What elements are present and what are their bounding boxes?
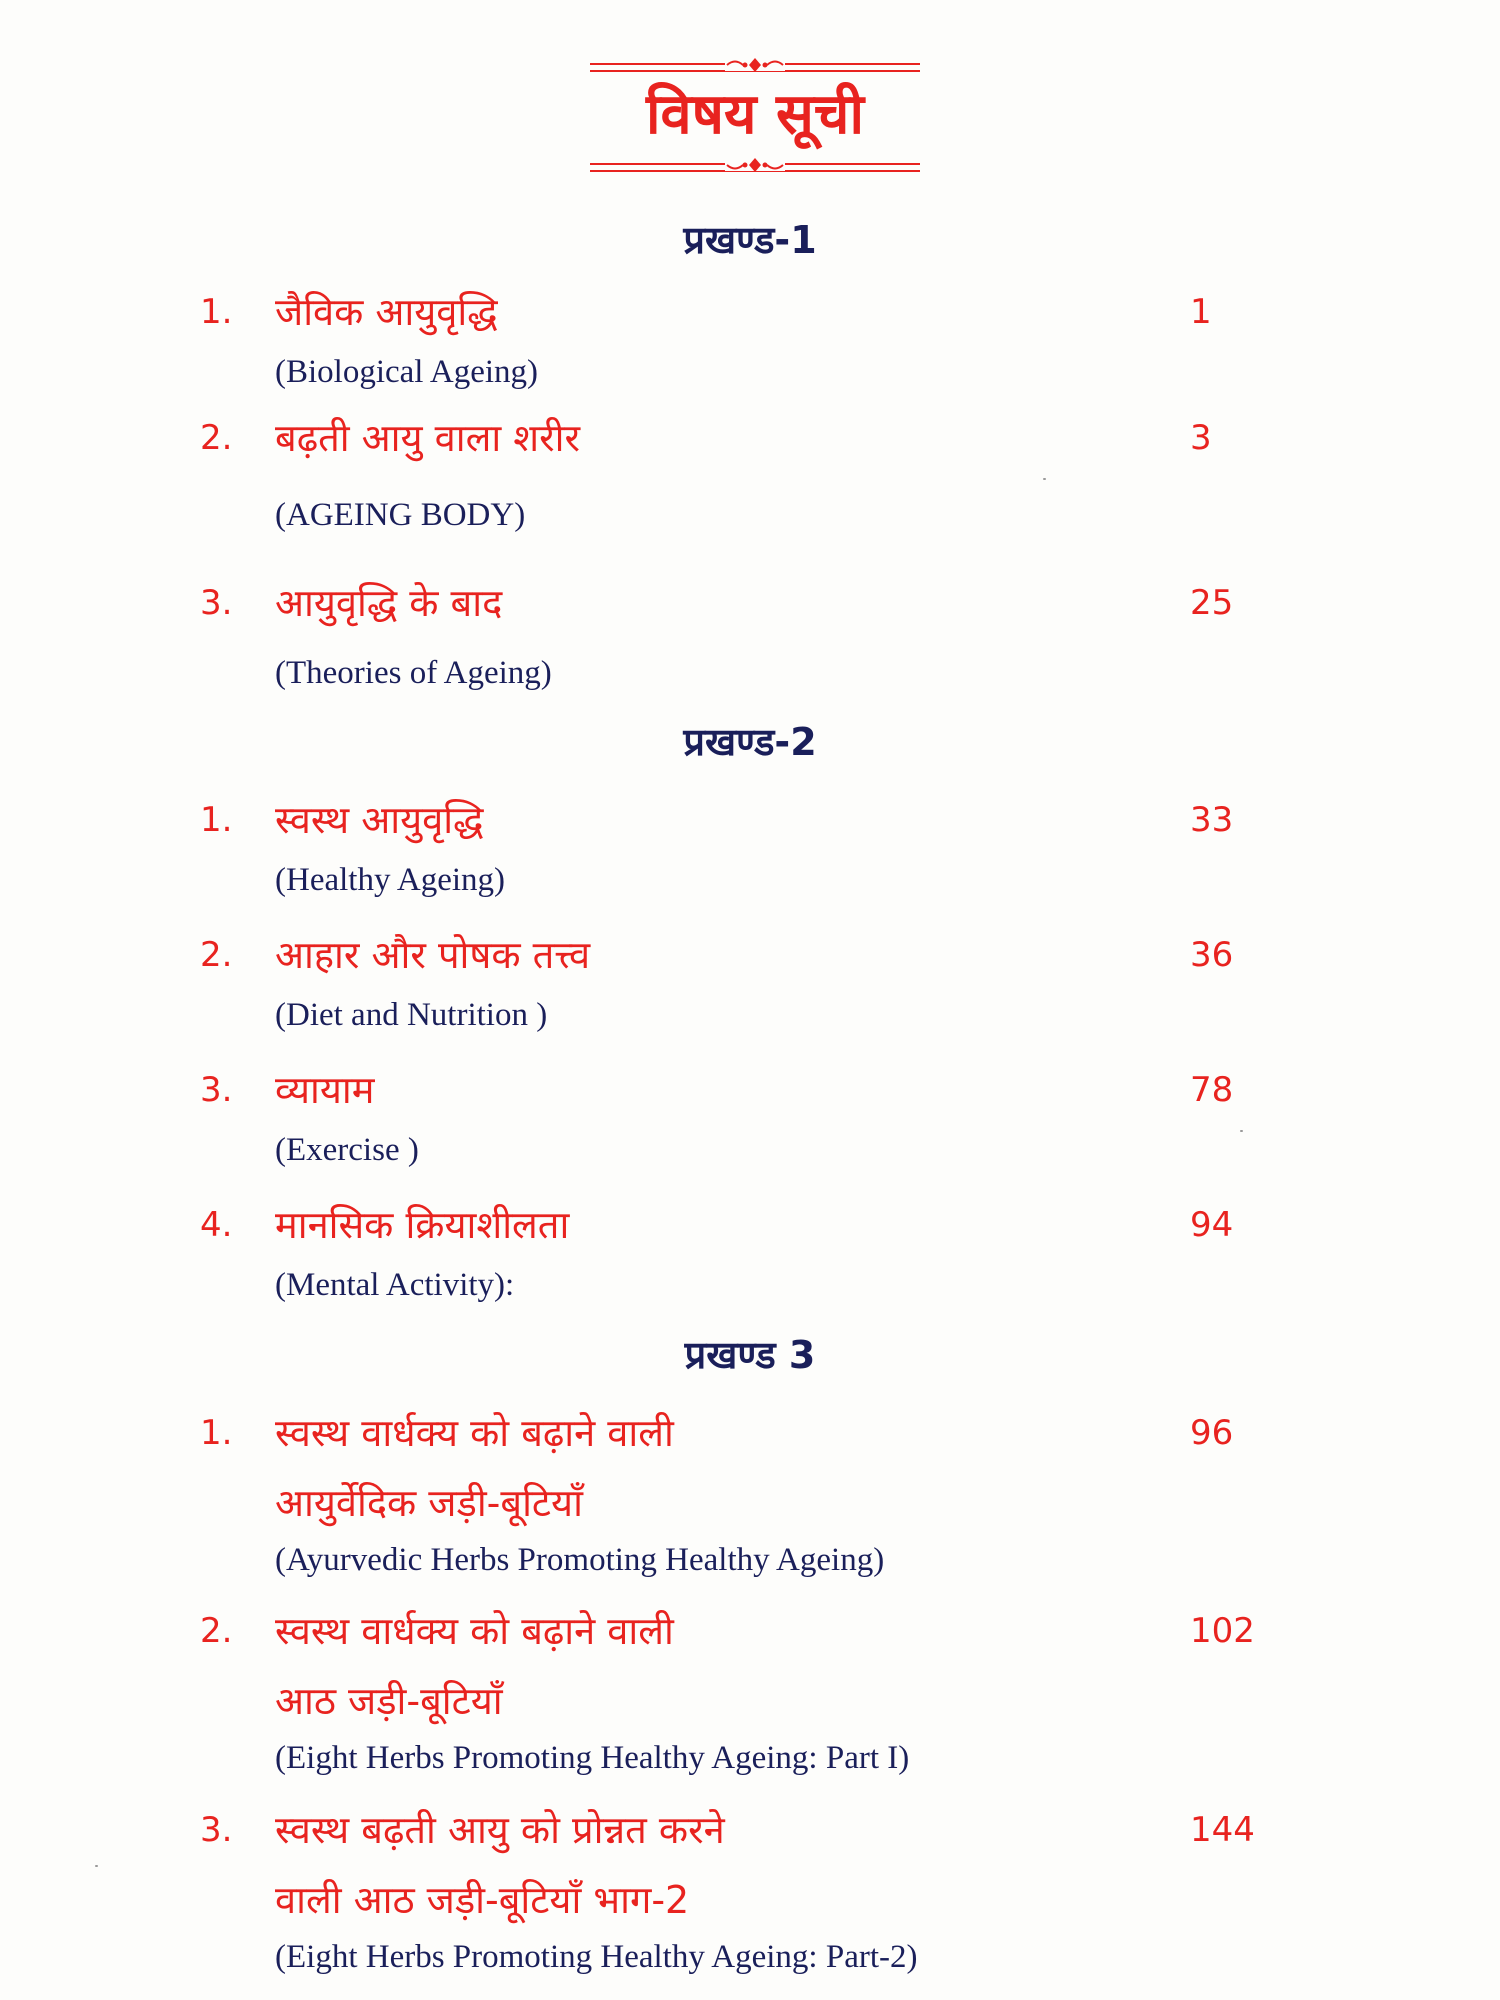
toc-entry bbox=[200, 408, 1320, 538]
section-heading: प्रखण्ड-2 bbox=[683, 720, 817, 764]
entry-page-number: 94 bbox=[1190, 1205, 1234, 1245]
entry-english-title: (Theories of Ageing) bbox=[275, 655, 552, 691]
entry-hindi-title: जैविक आयुवृद्धि bbox=[275, 290, 498, 334]
toc-entry bbox=[200, 925, 1320, 1035]
entry-hindi-title-line-1: स्वस्थ वार्धक्य को बढ़ाने वाली bbox=[275, 1609, 674, 1653]
entry-page-number: 33 bbox=[1190, 800, 1234, 840]
entry-hindi-title: स्वस्थ आयुवृद्धि bbox=[275, 798, 484, 842]
toc-entry bbox=[200, 790, 1320, 900]
entry-hindi-title-line-1: स्वस्थ बढ़ती आयु को प्रोन्नत करने bbox=[275, 1808, 725, 1852]
entry-page-number: 36 bbox=[1190, 935, 1234, 975]
entry-number: 1. bbox=[200, 800, 233, 840]
scan-speck bbox=[1240, 1130, 1243, 1132]
entry-english-title: (Eight Herbs Promoting Healthy Ageing: Part I) bbox=[275, 1740, 910, 1776]
toc-entry bbox=[200, 1601, 1320, 1781]
entry-number: 2. bbox=[200, 935, 233, 975]
entry-number: 2. bbox=[200, 1611, 233, 1651]
entry-page-number: 3 bbox=[1190, 418, 1212, 458]
entry-english-title: (Ayurvedic Herbs Promoting Healthy Ageing) bbox=[275, 1542, 885, 1578]
section-heading: प्रखण्ड 3 bbox=[684, 1333, 816, 1377]
toc-entry bbox=[200, 1800, 1320, 1980]
entry-hindi-title-line-2: वाली आठ जड़ी-बूटियाँ भाग-2 bbox=[275, 1878, 690, 1922]
toc-entry bbox=[200, 1060, 1320, 1170]
toc-entry bbox=[200, 1403, 1320, 1583]
entry-hindi-title-line-2: आठ जड़ी-बूटियाँ bbox=[275, 1679, 503, 1723]
entry-english-title: (Exercise ) bbox=[275, 1132, 419, 1168]
entry-english-title: (AGEING BODY) bbox=[275, 497, 526, 533]
entry-hindi-title-line-2: आयुर्वेदिक जड़ी-बूटियाँ bbox=[275, 1481, 583, 1525]
scan-speck bbox=[95, 1865, 98, 1867]
toc-entry bbox=[200, 282, 1320, 392]
entry-page-number: 102 bbox=[1190, 1611, 1255, 1651]
entry-english-title: (Mental Activity): bbox=[275, 1267, 515, 1303]
entry-page-number: 144 bbox=[1190, 1810, 1255, 1850]
entry-hindi-title: आयुवृद्धि के बाद bbox=[275, 581, 503, 625]
entry-number: 3. bbox=[200, 1810, 233, 1850]
ornament-flourish-top-icon bbox=[725, 55, 785, 75]
entry-english-title: (Healthy Ageing) bbox=[275, 862, 506, 898]
entry-page-number: 25 bbox=[1190, 583, 1234, 623]
entry-english-title: (Diet and Nutrition ) bbox=[275, 997, 548, 1033]
entry-page-number: 78 bbox=[1190, 1070, 1234, 1110]
entry-number: 2. bbox=[200, 418, 233, 458]
scan-speck bbox=[1043, 478, 1046, 480]
entry-number: 1. bbox=[200, 1413, 233, 1453]
entry-english-title: (Biological Ageing) bbox=[275, 354, 539, 390]
entry-page-number: 96 bbox=[1190, 1413, 1234, 1453]
entry-number: 3. bbox=[200, 1070, 233, 1110]
entry-hindi-title: आहार और पोषक तत्त्व bbox=[275, 933, 591, 977]
page-title: विषय सूची bbox=[646, 82, 864, 147]
entry-hindi-title: व्यायाम bbox=[275, 1068, 375, 1112]
toc-entry bbox=[200, 1195, 1320, 1305]
title-block bbox=[590, 55, 920, 180]
entry-hindi-title: मानसिक क्रियाशीलता bbox=[275, 1203, 570, 1247]
entry-number: 3. bbox=[200, 583, 233, 623]
entry-hindi-title-line-1: स्वस्थ वार्धक्य को बढ़ाने वाली bbox=[275, 1411, 674, 1455]
entry-number: 4. bbox=[200, 1205, 233, 1245]
entry-hindi-title: बढ़ती आयु वाला शरीर bbox=[275, 416, 581, 460]
ornament-flourish-bottom-icon bbox=[725, 155, 785, 175]
entry-page-number: 1 bbox=[1190, 292, 1212, 332]
toc-entry bbox=[200, 573, 1320, 693]
entry-english-title: (Eight Herbs Promoting Healthy Ageing: Part-2) bbox=[275, 1939, 918, 1975]
entry-number: 1. bbox=[200, 292, 233, 332]
section-heading: प्रखण्ड-1 bbox=[683, 218, 817, 262]
